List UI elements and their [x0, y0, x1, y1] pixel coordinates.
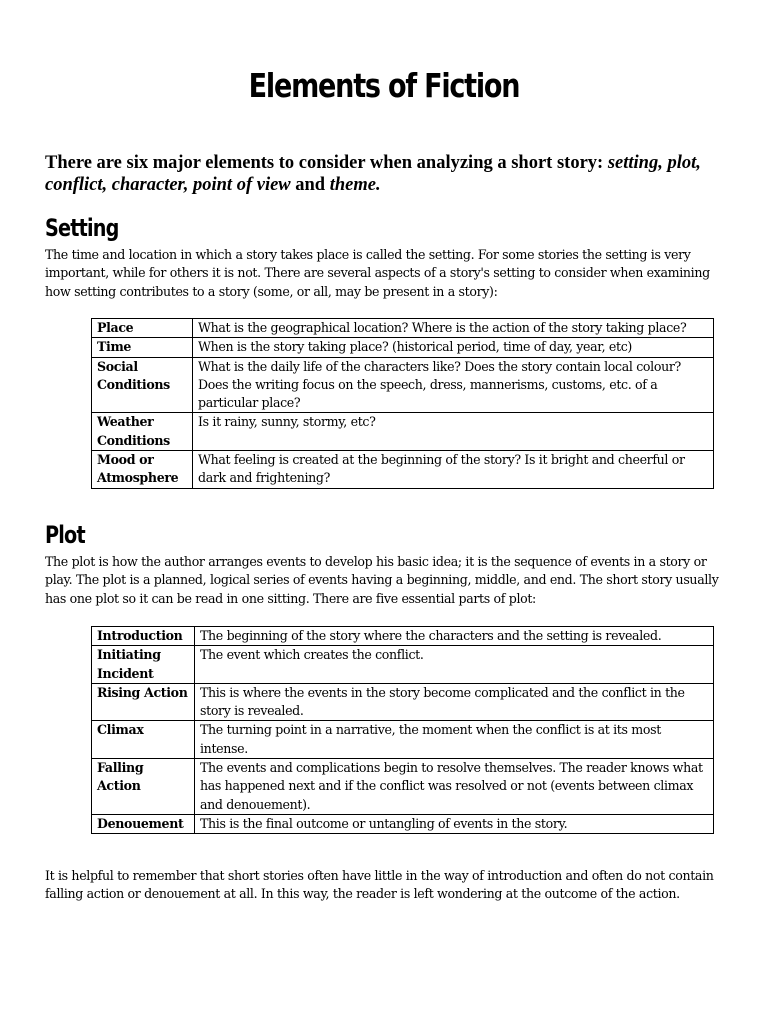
table-row	[92, 451, 714, 489]
table-row	[92, 413, 714, 451]
intro-text: There are six major elements to consider when analyzing a short story:	[45, 153, 608, 173]
intro-comma: ,	[183, 175, 193, 195]
setting-term: Social Conditions	[92, 357, 193, 413]
table-row	[92, 357, 714, 413]
closing-paragraph: It is helpful to remember that short stories often have little in the way of introduction and often do not contain falling action or denouement at all. In this way, the reader is left wondering at the outcome of the action.	[45, 868, 714, 902]
intro-comma: ,	[696, 153, 701, 173]
intro-and: and	[290, 175, 330, 195]
setting-description: What feeling is created at the beginning of the story? Is it bright and cheerful or dark and frightening?	[193, 451, 714, 489]
setting-term: Time	[92, 338, 193, 357]
setting-description: Is it rainy, sunny, stormy, etc?	[193, 413, 714, 451]
plot-term: Initiating Incident	[92, 646, 195, 684]
plot-term: Introduction	[92, 627, 195, 646]
intro-paragraph	[45, 152, 735, 196]
intro-comma: ,	[102, 175, 112, 195]
setting-paragraph: The time and location in which a story takes place is called the setting. For some stories the setting is very important, while for others it is not. There are several aspects of a story's setting to consider when examining how setting contributes to a story (some, or all, may be present in a story):	[45, 247, 710, 299]
setting-table	[91, 318, 714, 489]
table-row	[92, 759, 714, 815]
plot-description: The turning point in a narrative, the moment when the conflict is at its most intense.	[195, 721, 714, 759]
setting-heading: Setting	[45, 214, 119, 242]
plot-term: Falling Action	[92, 759, 195, 815]
plot-term: Climax	[92, 721, 195, 759]
table-row	[92, 338, 714, 357]
table-row	[92, 721, 714, 759]
table-row	[92, 683, 714, 721]
intro-theme: theme.	[329, 175, 381, 195]
intro-setting: setting	[607, 153, 659, 173]
intro-plot: plot	[667, 153, 697, 173]
page-title: Elements of Fiction	[248, 66, 520, 105]
setting-description: What is the geographical location? Where is the action of the story taking place?	[193, 319, 714, 338]
table-row	[92, 814, 714, 833]
intro-conflict: conflict	[45, 175, 103, 195]
plot-term: Rising Action	[92, 683, 195, 721]
plot-description: The event which creates the conflict.	[195, 646, 714, 684]
intro-point-of-view: point of view	[193, 175, 291, 195]
intro-character: character	[111, 175, 184, 195]
setting-description: What is the daily life of the characters like? Does the story contain local colour? Does the writing focus on the speech, dress, mannerisms, customs, etc. of a particular place?	[193, 357, 714, 413]
plot-term: Denouement	[92, 814, 195, 833]
setting-description: When is the story taking place? (historical period, time of day, year, etc)	[193, 338, 714, 357]
table-row	[92, 627, 714, 646]
plot-description: The events and complications begin to resolve themselves. The reader knows what has happened next and if the conflict was resolved or not (events between climax and denouement).	[195, 759, 714, 815]
plot-table	[91, 626, 714, 834]
plot-paragraph: The plot is how the author arranges events to develop his basic idea; it is the sequence of events in a story or play. The plot is a planned, logical series of events having a beginning, middle, and end. The short story usually has one plot so it can be read in one sitting. There are five essential parts of plot:	[45, 554, 719, 606]
intro-comma: ,	[658, 153, 668, 173]
setting-term: Weather Conditions	[92, 413, 193, 451]
plot-description: This is where the events in the story become complicated and the conflict in the story is revealed.	[195, 683, 714, 721]
table-row	[92, 319, 714, 338]
plot-description: The beginning of the story where the characters and the setting is revealed.	[195, 627, 714, 646]
table-row	[92, 646, 714, 684]
plot-description: This is the final outcome or untangling of events in the story.	[195, 814, 714, 833]
plot-heading: Plot	[45, 521, 85, 549]
setting-term: Mood or Atmosphere	[92, 451, 193, 489]
setting-term: Place	[92, 319, 193, 338]
